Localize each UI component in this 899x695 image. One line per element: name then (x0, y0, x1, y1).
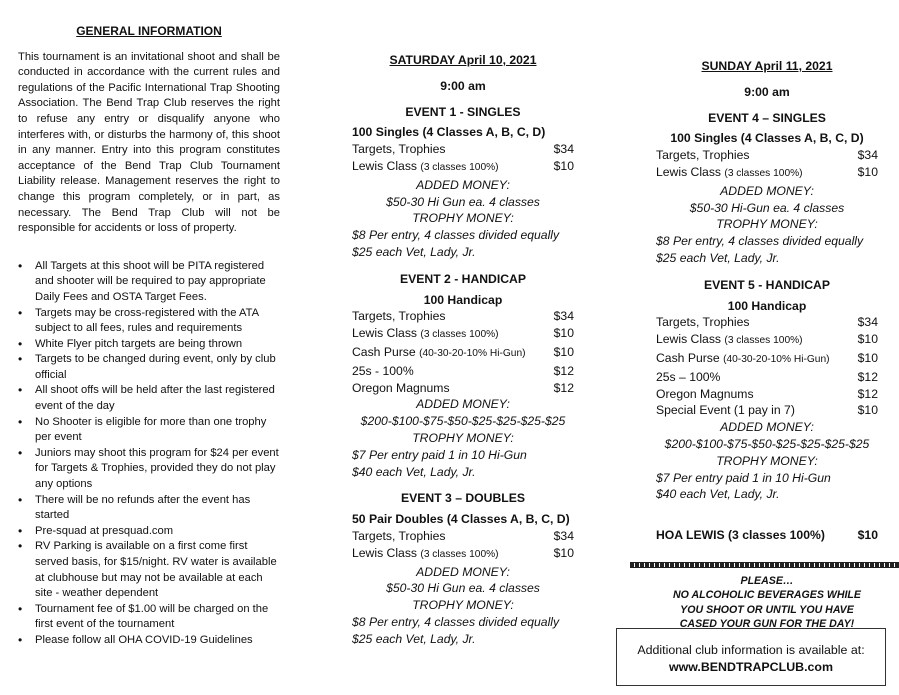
fee-label: 25s – 100% (656, 369, 721, 384)
trophy-money-line: $8 Per entry, 4 classes divided equally (352, 614, 560, 629)
fee-label: Lewis Class (352, 545, 418, 560)
list-item: • Tournament fee of $1.00 will be charged on the first event of the tournament (18, 602, 280, 633)
list-item: • All shoot offs will be held after the last registered event of the day (18, 383, 280, 414)
trophy-money-line: $40 each Vet, Lady, Jr. (352, 464, 476, 479)
added-money-line: $50-30 Hi-Gun ea. 4 classes (689, 200, 845, 215)
club-website-link[interactable]: www.BENDTRAPCLUB.com (668, 660, 834, 674)
list-item: • Juniors may shoot this program for $24 per event for Targets & Trophies, provided they do not play any options (18, 446, 280, 493)
alcohol-notice (656, 574, 878, 632)
fee-row (352, 344, 574, 363)
general-information-heading: GENERAL INFORMATION (76, 24, 222, 38)
fee-label: Targets, Trophies (352, 528, 446, 543)
event-4-title: EVENT 4 – SINGLES (708, 110, 826, 125)
fee-label: Targets, Trophies (352, 309, 446, 324)
list-item: • RV Parking is available on a first come first served basis, for $15/night. RV water is available at clubhouse but may not be available at each site - weather dependent (18, 539, 280, 601)
fee-price: $10 (553, 158, 574, 173)
trophy-money-heading: TROPHY MONEY: (716, 217, 818, 232)
general-information-column (18, 24, 280, 649)
event-1-title: EVENT 1 - SINGLES (405, 104, 521, 119)
trophy-money-line: $40 each Vet, Lady, Jr. (656, 487, 780, 502)
added-money-heading: ADDED MONEY: (720, 420, 814, 435)
fee-row (656, 350, 878, 369)
trophy-money-heading: TROPHY MONEY: (412, 430, 514, 445)
list-item: • Please follow all OHA COVID-19 Guidelines (18, 633, 280, 649)
trophy-money-line: $25 each Vet, Lady, Jr. (352, 631, 476, 646)
fee-row (352, 141, 574, 158)
saturday-column (352, 52, 574, 658)
fee-row (656, 147, 878, 164)
fee-note: (3 classes 100%) (420, 161, 499, 173)
fee-price: $34 (553, 142, 574, 157)
fee-price: $34 (857, 315, 878, 330)
fee-price: $10 (857, 403, 878, 418)
fee-label: Lewis Class (352, 158, 418, 173)
event-5-block (656, 277, 878, 503)
fee-row (656, 369, 878, 386)
event-2-title: EVENT 2 - HANDICAP (400, 271, 526, 286)
event-2-subtitle: 100 Handicap (423, 292, 503, 307)
fee-label: Oregon Magnums (352, 380, 450, 395)
fee-price: $12 (553, 363, 574, 378)
added-money-line: $50-30 Hi Gun ea. 4 classes (386, 194, 540, 209)
added-money-heading: ADDED MONEY: (720, 183, 814, 198)
trophy-money-line: $7 Per entry paid 1 in 10 Hi-Gun (656, 470, 831, 485)
added-money-line: $50-30 Hi Gun ea. 4 classes (386, 581, 540, 596)
fee-label: Oregon Magnums (656, 386, 754, 401)
trophy-money-heading: TROPHY MONEY: (716, 453, 818, 468)
notice-line: YOU SHOOT OR UNTIL YOU HAVE (680, 603, 854, 616)
added-money-heading: ADDED MONEY: (416, 564, 510, 579)
list-item: • Pre-squad at presquad.com (18, 524, 280, 540)
trophy-money-line: $25 each Vet, Lady, Jr. (352, 244, 476, 259)
divider (630, 562, 899, 568)
sunday-date: SUNDAY April 11, 2021 (701, 59, 833, 73)
event-3-block (352, 490, 574, 647)
fee-row (352, 528, 574, 545)
fee-note: (40-30-20-10% Hi-Gun) (723, 353, 830, 365)
saturday-date: SATURDAY April 10, 2021 (389, 53, 537, 67)
hoa-lewis-row (656, 527, 878, 544)
event-2-block (352, 271, 574, 481)
fee-label: Lewis Class (656, 332, 722, 347)
sunday-time: 9:00 am (744, 84, 790, 99)
fee-row (656, 331, 878, 350)
fee-price: $10 (857, 350, 878, 365)
fee-row (656, 314, 878, 331)
fee-row (352, 158, 574, 177)
event-1-subtitle: 100 Singles (4 Classes A, B, C, D) (352, 125, 546, 140)
list-item: • All Targets at this shoot will be PITA registered and shooter will be required to pay appropriate Daily Fees and OSTA Target Fees. (18, 259, 280, 306)
list-item: • White Flyer pitch targets are being thrown (18, 337, 280, 353)
fee-price: $12 (553, 380, 574, 395)
event-3-subtitle: 50 Pair Doubles (4 Classes A, B, C, D) (352, 512, 570, 527)
hoa-lewis-label: HOA LEWIS (3 classes 100%) (656, 528, 825, 543)
saturday-time: 9:00 am (440, 78, 486, 93)
trophy-money-heading: TROPHY MONEY: (412, 598, 514, 613)
fee-price: $34 (857, 148, 878, 163)
fee-row (352, 308, 574, 325)
event-5-subtitle: 100 Handicap (727, 298, 807, 313)
fee-price: $10 (553, 545, 574, 560)
added-money-heading: ADDED MONEY: (416, 397, 510, 412)
added-money-line: $200-$100-$75-$50-$25-$25-$25-$25 (664, 436, 870, 451)
added-money-heading: ADDED MONEY: (416, 177, 510, 192)
fee-note: (3 classes 100%) (724, 167, 803, 179)
event-4-subtitle: 100 Singles (4 Classes A, B, C, D) (670, 131, 864, 146)
event-5-title: EVENT 5 - HANDICAP (704, 277, 830, 292)
notice-line: PLEASE… (740, 574, 794, 587)
fee-note: (3 classes 100%) (420, 329, 499, 341)
fee-label: Special Event (1 pay in 7) (656, 403, 795, 418)
fee-label: 25s - 100% (352, 363, 414, 378)
fee-price: $12 (857, 386, 878, 401)
fee-label: Targets, Trophies (352, 142, 446, 157)
fee-price: $10 (857, 332, 878, 347)
fee-row (352, 545, 574, 564)
trophy-money-heading: TROPHY MONEY: (412, 211, 514, 226)
notice-line: CASED YOUR GUN FOR THE DAY! (679, 618, 855, 631)
club-info-box (616, 628, 886, 686)
trophy-money-line: $7 Per entry paid 1 in 10 Hi-Gun (352, 447, 527, 462)
fee-row (352, 363, 574, 380)
list-item: • Targets to be changed during event, only by club official (18, 352, 280, 383)
added-money-line: $200-$100-$75-$50-$25-$25-$25-$25 (360, 414, 566, 429)
list-item: • No Shooter is eligible for more than one trophy per event (18, 415, 280, 446)
fee-note: (3 classes 100%) (420, 548, 499, 560)
fee-price: $10 (553, 344, 574, 359)
fee-price: $12 (857, 369, 878, 384)
trophy-money-line: $25 each Vet, Lady, Jr. (656, 250, 780, 265)
fee-price: $34 (553, 309, 574, 324)
event-4-block (656, 110, 878, 267)
notice-line: NO ALCOHOLIC BEVERAGES WHILE (673, 589, 861, 602)
general-information-intro: This tournament is an invitational shoot and shall be conducted in accordance with the current rules and regulations of the Pacific International Trap Shooting Association. The Bend Trap Club reserves the right to refuse any entry or disqualify anyone who interferes with, or disturbs the harmony of, this shoot in any manner. Entry into this program constitutes acceptance of the Bend Trap Club Tournament Liability release. Management reserves the right to change this program completely, or in part, as necessary. The Bend Trap Club will not be responsible for accidents or loss of property. (18, 50, 280, 235)
event-3-title: EVENT 3 – DOUBLES (401, 491, 525, 506)
rules-list (18, 259, 280, 649)
fee-label: Cash Purse (352, 344, 416, 359)
fee-label: Cash Purse (656, 350, 720, 365)
fee-note: (40-30-20-10% Hi-Gun) (419, 347, 526, 359)
fee-price: $10 (857, 164, 878, 179)
hoa-lewis-price: $10 (857, 528, 878, 543)
list-item: • There will be no refunds after the event has started (18, 493, 280, 524)
trophy-money-line: $8 Per entry, 4 classes divided equally (352, 228, 560, 243)
fee-row (656, 164, 878, 183)
fee-row (656, 386, 878, 403)
fee-label: Lewis Class (352, 326, 418, 341)
fee-price: $34 (553, 528, 574, 543)
fee-note: (3 classes 100%) (724, 335, 803, 347)
list-item: • Targets may be cross-registered with the ATA subject to all fees, rules and requirements (18, 306, 280, 337)
fee-price: $10 (553, 326, 574, 341)
fee-row (352, 380, 574, 397)
fee-label: Targets, Trophies (656, 315, 750, 330)
fee-label: Targets, Trophies (656, 148, 750, 163)
sunday-column (656, 58, 878, 632)
event-1-block (352, 104, 574, 261)
fee-row (352, 325, 574, 344)
trophy-money-line: $8 Per entry, 4 classes divided equally (656, 234, 864, 249)
club-info-text: Additional club information is available at: (637, 643, 865, 657)
fee-row (656, 402, 878, 419)
fee-label: Lewis Class (656, 164, 722, 179)
